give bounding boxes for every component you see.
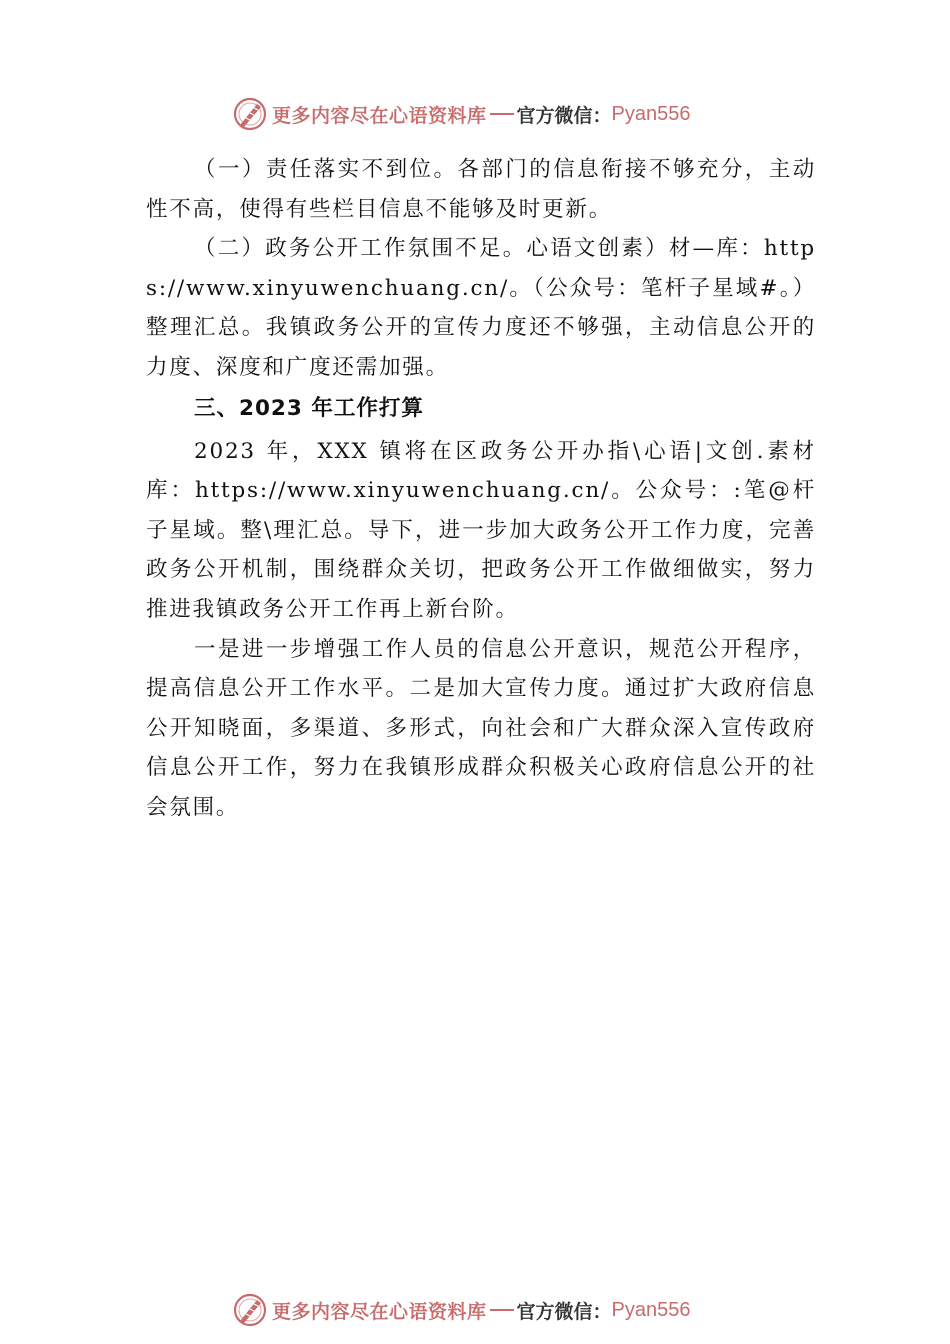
header-watermark bbox=[232, 96, 691, 132]
watermark-account: Pyan556 bbox=[611, 102, 691, 125]
watermark-dash bbox=[490, 113, 514, 115]
watermark-label: 官方微信： bbox=[516, 1300, 612, 1323]
feather-pen-logo-icon bbox=[232, 1292, 268, 1328]
watermark-text: 更多内容尽在心语资料库 bbox=[272, 104, 487, 127]
paragraph-measures: 一是进一步增强工作人员的信息公开意识，规范公开程序，提高信息公开工作水平。二是加大宣传力度。通过扩大政府信息公开知晓面，多渠道、多形式，向社会和广大群众深入宣传政府信息公开工作，努力在我镇形成群众积极关心政府信息公开的社会氛围。 bbox=[146, 636, 816, 820]
watermark-label: 官方微信： bbox=[516, 104, 612, 127]
document-body bbox=[146, 150, 816, 828]
paragraph-responsibility: （一）责任落实不到位。各部门的信息衔接不够充分，主动性不高，使得有些栏目信息不能够及时更新。 bbox=[146, 157, 816, 222]
watermark-account: Pyan556 bbox=[611, 1298, 691, 1321]
paragraph-atmosphere: （二）政务公开工作氛围不足。心语文创素）材—库：https://www.xinyuwenchuang.cn/。（公众号：笔杆子星域#。）整理汇总。我镇政务公开的宣传力度还不够强，主动信息公开的力度、深度和广度还需加强。 bbox=[146, 236, 816, 380]
paragraph-2023-plan: 2023 年，XXX 镇将在区政务公开办指\心语|文创.素材库：https://www.xinyuwenchuang.cn/。公众号：:笔@杆子星域。整\理汇总。导下，进一步加大政务公开工作力度，完善政务公开机制，围绕群众关切，把政务公开工作做细做实，努力推进我镇政务公开工作再上新台阶。 bbox=[146, 438, 816, 622]
footer-watermark bbox=[232, 1292, 691, 1328]
watermark-dash bbox=[490, 1309, 514, 1311]
watermark-text: 更多内容尽在心语资料库 bbox=[272, 1300, 487, 1323]
section-heading-2023-plan: 三、2023 年工作打算 bbox=[194, 395, 424, 421]
feather-pen-logo-icon bbox=[232, 96, 268, 132]
